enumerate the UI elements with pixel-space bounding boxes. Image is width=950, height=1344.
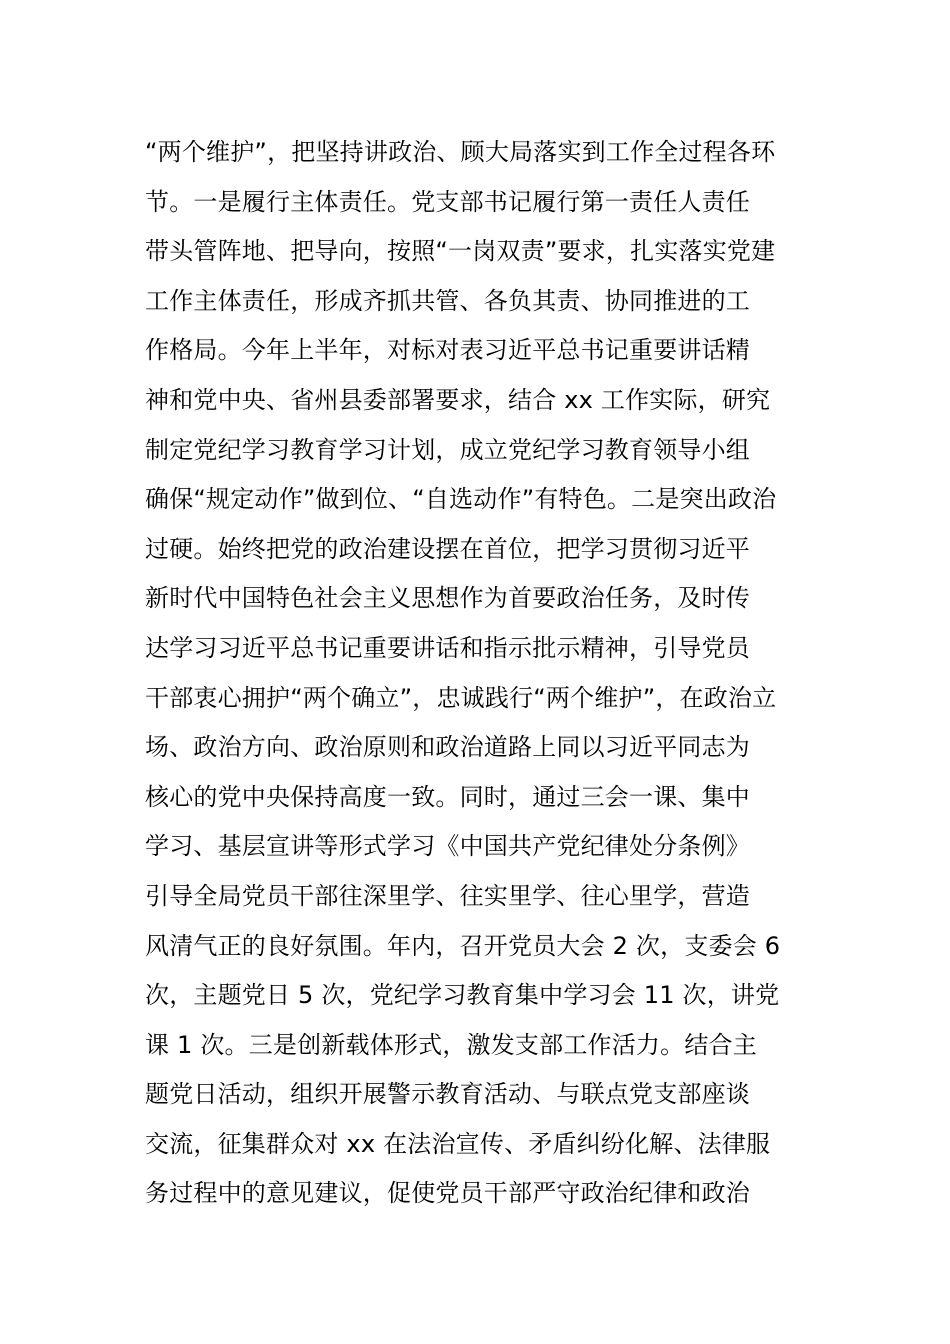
- text-line: 学习、基层宣讲等形式学习《中国共产党纪律处分条例》: [145, 832, 750, 861]
- text-line: 制定党纪学习教育学习计划，成立党纪学习教育领导小组: [145, 435, 750, 464]
- text-line: 工作主体责任，形成齐抓共管、各负其责、协同推进的工: [145, 286, 750, 315]
- text-line: 新时代中国特色社会主义思想作为首要政治任务，及时传: [145, 584, 750, 613]
- text-line: 次，主题党日 5 次，党纪学习教育集中学习会 11 次，讲党: [145, 981, 780, 1010]
- text-line: 过硬。始终把党的政治建设摆在首位，把学习贯彻习近平: [145, 534, 750, 563]
- text-line: 课 1 次。三是创新载体形式，激发支部工作活力。结合主: [145, 1030, 757, 1059]
- text-line: 风清气正的良好氛围。年内，召开党员大会 2 次，支委会 6: [145, 931, 781, 960]
- text-line: 场、政治方向、政治原则和政治道路上同以习近平同志为: [145, 733, 750, 762]
- text-line: 务过程中的意见建议，促使党员干部严守政治纪律和政治: [145, 1179, 750, 1208]
- text-line: 引导全局党员干部往深里学、往实里学、往心里学，营造: [145, 881, 750, 910]
- text-line: “两个维护”，把坚持讲政治、顾大局落实到工作全过程各环: [145, 138, 776, 166]
- text-line: 核心的党中央保持高度一致。同时，通过三会一课、集中: [145, 782, 750, 811]
- text-line: 题党日活动，组织开展警示教育活动、与联点党支部座谈: [145, 1080, 750, 1109]
- text-line: 神和党中央、省州县委部署要求，结合 xx 工作实际，研究: [145, 385, 771, 414]
- text-line: 带头管阵地、把导向，按照“一岗双责”要求，扎实落实党建: [145, 237, 776, 266]
- text-line: 节。一是履行主体责任。党支部书记履行第一责任人责任: [145, 187, 750, 216]
- text-line: 干部衷心拥护“两个确立”，忠诚践行“两个维护”，在政治立: [145, 683, 777, 712]
- text-line: 作格局。今年上半年，对标对表习近平总书记重要讲话精: [145, 336, 750, 365]
- body-text: [145, 128, 815, 1219]
- text-line: 确保“规定动作”做到位、“自选动作”有特色。二是突出政治: [145, 485, 777, 514]
- text-line: 达学习习近平总书记重要讲话和指示批示精神，引导党员: [145, 633, 750, 662]
- text-line: 交流，征集群众对 xx 在法治宣传、矛盾纠纷化解、法律服: [145, 1129, 771, 1158]
